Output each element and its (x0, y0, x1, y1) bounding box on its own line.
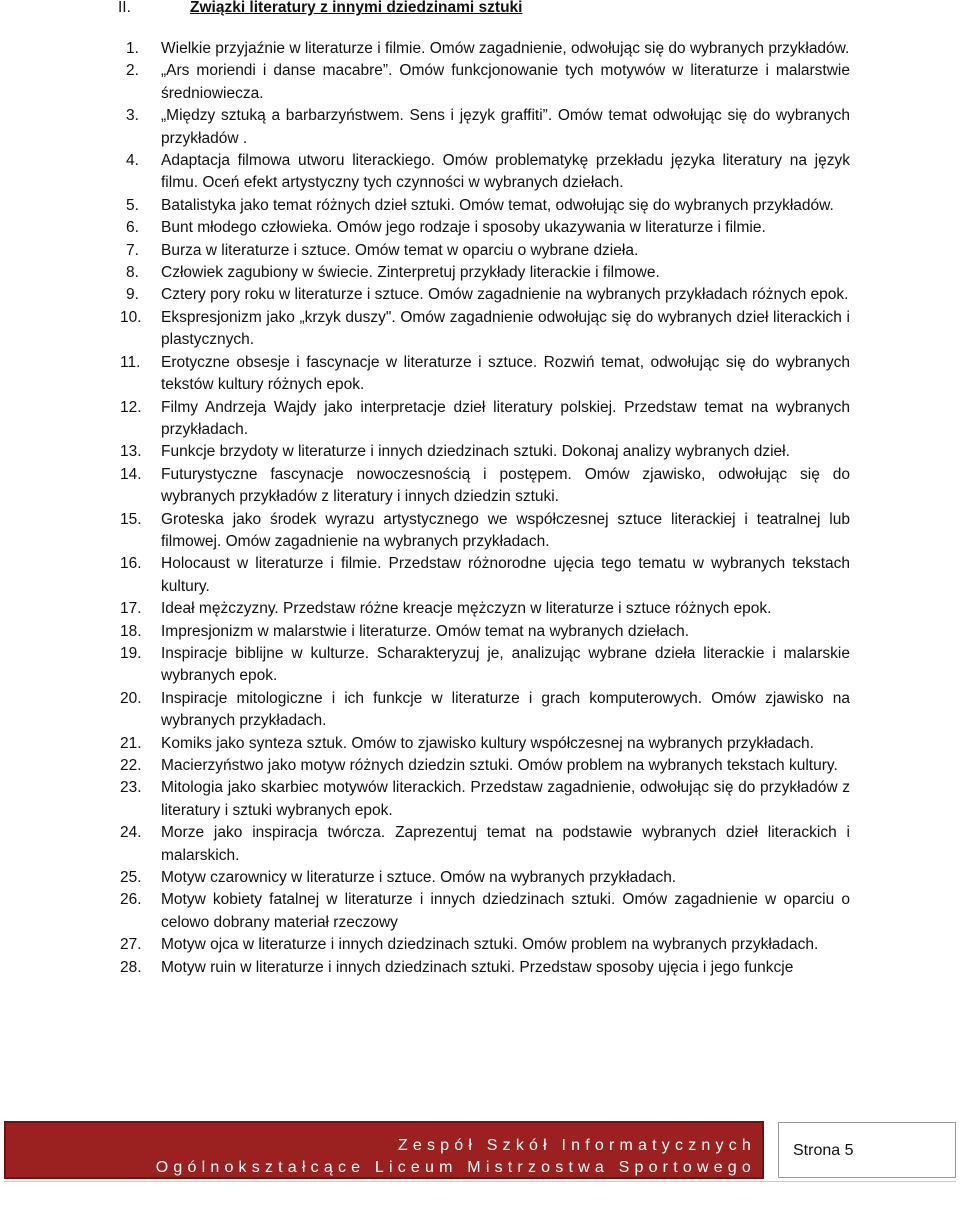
topic-number: 5. (126, 196, 139, 214)
topic-text: Funkcje brzydoty w literaturze i innych dziedzinach sztuki. Dokonaj analizy wybranych dzieł. (161, 443, 790, 461)
topic-number: 1. (126, 40, 139, 57)
topic-text: Filmy Andrzeja Wajdy jako interpretacje dzieł literatury polskiej. Przedstaw temat na wybranych przykładach. (161, 398, 850, 438)
topic-item (0, 195, 850, 217)
topic-item (0, 621, 850, 643)
footer-school-name: Zespół Szkół Informatycznych (397, 1137, 756, 1154)
topic-item (0, 733, 850, 755)
topic-item (0, 867, 850, 889)
topic-item (0, 777, 850, 822)
section-number: II. (118, 0, 131, 16)
topic-number: 2. (126, 62, 139, 80)
topic-text: Motyw kobiety fatalnej w literaturze i innych dziedzinach sztuki. Omów zagadnienie w oparciu o celowo dobrany materiał rzeczowy (161, 891, 850, 931)
topic-item (0, 889, 850, 934)
topic-number: 4. (126, 152, 139, 170)
topic-number: 25. (120, 869, 142, 887)
topic-item (0, 934, 850, 956)
topic-item (0, 397, 850, 442)
topic-text: Komiks jako synteza sztuk. Omów to zjawisko kultury współczesnej na wybranych przykładach. (161, 734, 814, 752)
topic-text: „Ars moriendi i danse macabre”. Omów funkcjonowanie tych motywów w literaturze i malarstwie średniowiecza. (161, 62, 850, 102)
topic-text: Batalistyka jako temat różnych dzieł sztuki. Omów temat, odwołując się do wybranych przykładów. (161, 196, 834, 214)
footer-divider (4, 1181, 956, 1182)
section-title: Związki literatury z innymi dziedzinami sztuki (190, 0, 523, 16)
topic-text: Motyw czarownicy w literaturze i sztuce. Omów na wybranych przykładach. (161, 869, 677, 887)
topic-text: Morze jako inspiracja twórcza. Zaprezentuj temat na podstawie wybranych dzieł literackich i malarskich. (161, 824, 850, 864)
topic-number: 9. (126, 286, 139, 304)
topic-item (0, 284, 850, 306)
topic-number: 3. (126, 107, 139, 125)
topic-number: 22. (120, 757, 142, 774)
topic-item (0, 464, 850, 509)
footer-school-banner (4, 1121, 764, 1179)
topic-item (0, 352, 850, 397)
topic-item (0, 441, 850, 463)
page-number: Strona 5 (778, 1122, 956, 1178)
topic-text: Inspiracje biblijne w kulturze. Scharakteryzuj je, analizując wybrane dzieła literackie i malarskie wybranych epok. (161, 644, 850, 685)
topic-number: 16. (120, 555, 142, 573)
topic-number: 12. (120, 398, 142, 416)
topic-text: Groteska jako środek wyrazu artystycznego we współczesnej sztuce literackiej i teatralnej lub filmowej. Omów zagadnienie na wybranych przykładach. (161, 510, 850, 550)
topic-number: 28. (120, 958, 142, 976)
topic-item (0, 688, 850, 733)
topic-number: 13. (120, 443, 142, 461)
topic-number: 11. (120, 353, 141, 371)
topic-text: Futurystyczne fascynacje nowoczesnością i postępem. Omów zjawisko, odwołując się do wybranych przykładów z literatury i innych dziedzin sztuki. (161, 465, 850, 506)
topic-text: „Między sztuką a barbarzyństwem. Sens i język graffiti”. Omów temat odwołując się do wybranych przykładów . (161, 107, 850, 147)
topic-text: Ekspresjonizm jako „krzyk duszy". Omów zagadnienie odwołując się do wybranych dzieł literackich i plastycznych. (161, 308, 850, 349)
topic-text: Motyw ruin w literaturze i innych dziedzinach sztuki. Przedstaw sposoby ujęcia i jego funkcje (161, 958, 794, 976)
topic-text: Adaptacja filmowa utworu literackiego. Omów problematykę przekładu języka literatury na język filmu. Oceń efekt artystyczny tych czynności w wybranych dziełach. (161, 152, 850, 192)
topic-list (0, 38, 960, 979)
topic-text: Inspiracje mitologiczne i ich funkcje w literaturze i grach komputerowych. Omów zjawisko na wybranych przykładach. (161, 689, 850, 730)
topic-number: 7. (126, 241, 139, 259)
topic-number: 14. (120, 465, 142, 483)
topic-number: 21. (120, 734, 142, 752)
topic-text: Macierzyństwo jako motyw różnych dziedzin sztuki. Omów problem na wybranych tekstach kultury. (161, 757, 838, 774)
topic-item (0, 38, 850, 60)
topic-number: 15. (120, 510, 142, 528)
topic-number: 8. (126, 264, 139, 282)
topic-text: Człowiek zagubiony w świecie. Zinterpretuj przykłady literackie i filmowe. (161, 264, 660, 282)
topic-number: 19. (120, 644, 142, 662)
topic-item (0, 262, 850, 284)
topic-item (0, 822, 850, 867)
topic-item (0, 509, 850, 554)
topic-item (0, 643, 850, 688)
topic-number: 18. (120, 622, 142, 640)
topic-number: 23. (120, 779, 142, 797)
topic-number: 26. (120, 891, 142, 909)
topic-text: Impresjonizm w malarstwie i literaturze. Omów temat na wybranych dziełach. (161, 622, 690, 640)
topic-number: 24. (120, 824, 142, 842)
topic-number: 27. (120, 936, 142, 954)
topic-item (0, 217, 850, 239)
topic-item (0, 60, 850, 105)
topic-item (0, 957, 850, 979)
topic-text: Erotyczne obsesje i fascynacje w literaturze i sztuce. Rozwiń temat, odwołując się do wybranych tekstów kultury różnych epok. (161, 353, 850, 394)
topic-text: Mitologia jako skarbiec motywów literackich. Przedstaw zagadnienie, odwołując się do przykładów z literatury i sztuki wybranych epok. (161, 779, 850, 819)
topic-item (0, 240, 850, 262)
footer-school-subtitle: Ogólnokształcące Liceum Mistrzostwa Sportowego (155, 1159, 756, 1176)
topic-text: Ideał mężczyzny. Przedstaw różne kreacje mężczyzn w literaturze i sztuce różnych epok. (161, 600, 772, 618)
topic-item (0, 553, 850, 598)
topic-number: 20. (120, 689, 142, 707)
topic-item (0, 105, 850, 150)
topic-text: Holocaust w literaturze i filmie. Przedstaw różnorodne ujęcia tego tematu w wybranych tekstach kultury. (161, 555, 850, 595)
topic-number: 10. (120, 308, 142, 326)
topic-item (0, 150, 850, 195)
topic-text: Bunt młodego człowieka. Omów jego rodzaje i sposoby ukazywania w literaturze i filmie. (161, 219, 766, 237)
topic-text: Burza w literaturze i sztuce. Omów temat w oparciu o wybrane dzieła. (161, 241, 639, 259)
topic-text: Wielkie przyjaźnie w literaturze i filmie. Omów zagadnienie, odwołując się do wybranych przykładów. (161, 40, 850, 57)
topic-number: 6. (126, 219, 139, 237)
topic-item (0, 307, 850, 352)
topic-item (0, 755, 850, 777)
topic-item (0, 598, 850, 620)
topic-text: Motyw ojca w literaturze i innych dziedzinach sztuki. Omów problem na wybranych przykładach. (161, 936, 819, 954)
topic-text: Cztery pory roku w literaturze i sztuce. Omów zagadnienie na wybranych przykładach różnych epok. (161, 286, 849, 304)
topic-number: 17. (120, 600, 142, 618)
